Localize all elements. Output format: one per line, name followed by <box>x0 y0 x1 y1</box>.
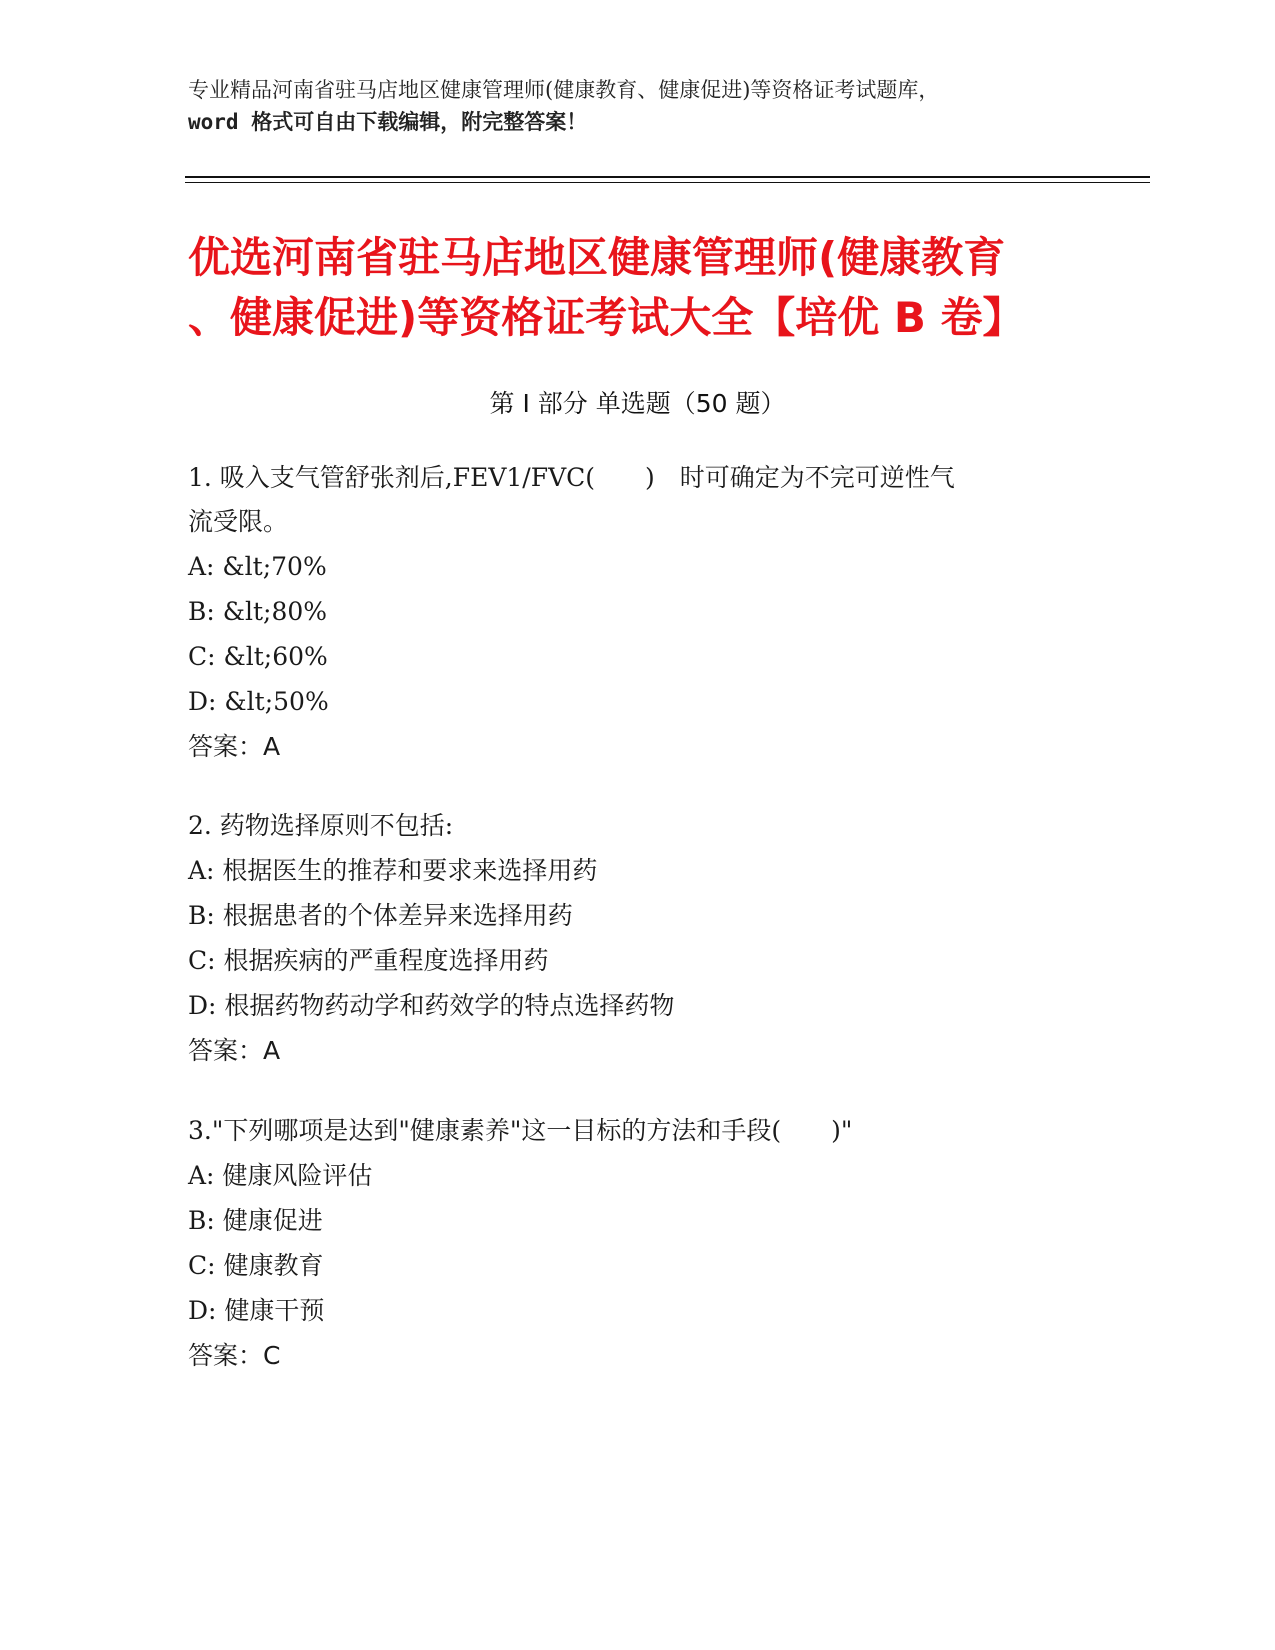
question-stem-continued: 流受限。 <box>188 507 289 536</box>
option-c: C: &lt;60% <box>188 642 328 671</box>
option-b: B: &lt;80% <box>188 597 328 626</box>
document-title <box>188 228 1098 348</box>
question-3 <box>188 1109 1088 1378</box>
option-b: B: 健康促进 <box>188 1206 323 1235</box>
section-heading: 第 I 部分 单选题（50 题） <box>489 389 786 418</box>
question-stem: 2. 药物选择原则不包括: <box>188 811 454 840</box>
document-title-line-1: 优选河南省驻马店地区健康管理师(健康教育 <box>188 233 1006 282</box>
document-title-line-2: 、健康促进)等资格证考试大全【培优 B 卷】 <box>188 293 1025 342</box>
option-a: A: &lt;70% <box>188 552 327 581</box>
answer: 答案：C <box>188 1341 281 1370</box>
option-d: D: &lt;50% <box>188 687 329 716</box>
option-a: A: 健康风险评估 <box>188 1161 373 1190</box>
question-stem: 1. 吸入支气管舒张剂后,FEV1/FVC( ) 时可确定为不完可逆性气 <box>188 463 955 492</box>
answer: 答案：A <box>188 732 281 761</box>
question-1 <box>188 456 1088 769</box>
header-note <box>188 74 1088 138</box>
option-c: C: 根据疾病的严重程度选择用药 <box>188 946 549 975</box>
option-c: C: 健康教育 <box>188 1251 324 1280</box>
header-divider-thick <box>185 176 1150 178</box>
option-a: A: 根据医生的推荐和要求来选择用药 <box>188 856 598 885</box>
header-note-line-2: word 格式可自由下载编辑，附完整答案！ <box>188 110 588 134</box>
header-note-line-1: 专业精品河南省驻马店地区健康管理师(健康教育、健康促进)等资格证考试题库， <box>188 78 940 102</box>
option-b: B: 根据患者的个体差异来选择用药 <box>188 901 573 930</box>
option-d: D: 根据药物药动学和药效学的特点选择药物 <box>188 991 675 1020</box>
question-stem: 3."下列哪项是达到"健康素养"这一目标的方法和手段( )" <box>188 1116 853 1145</box>
answer: 答案：A <box>188 1036 281 1065</box>
header-divider-thin <box>185 182 1150 183</box>
question-2 <box>188 804 1088 1073</box>
option-d: D: 健康干预 <box>188 1296 325 1325</box>
